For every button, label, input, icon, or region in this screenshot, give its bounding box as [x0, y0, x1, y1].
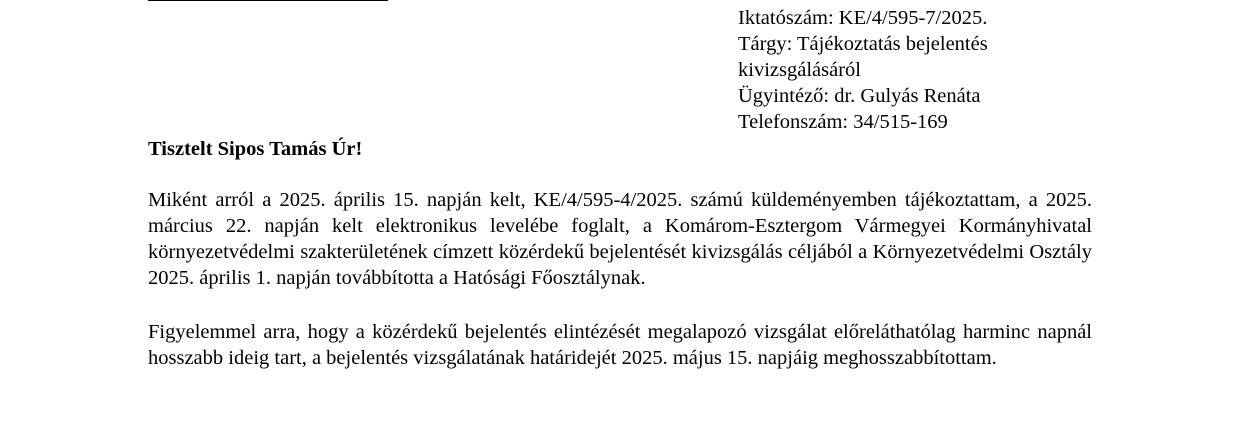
- case-officer: Ügyintéző: dr. Gulyás Renáta: [738, 85, 981, 107]
- body-paragraph-2: Figyelemmel arra, hogy a közérdekű bejelentés elintézését megalapozó vizsgálat előreláthatólag harminc napnál hosszabb ideig tart, a bejelentés vizsgálatának határidejét 2025. május 15. napjáig meghosszabbítottam.: [148, 321, 1092, 369]
- underline-rule: [148, 0, 388, 1]
- clipped-top-line: [148, 0, 388, 2]
- phone-number: Telefonszám: 34/515-169: [738, 111, 948, 133]
- reference-number: Iktatószám: KE/4/595-7/2025.: [738, 7, 988, 29]
- subject-line-2: kivizsgálásáról: [738, 59, 861, 81]
- body-paragraph-1: Miként arról a 2025. április 15. napján kelt, KE/4/595-4/2025. számú küldeményemben tájékoztattam, a 2025. március 22. napján kelt elektronikus levelébe foglalt, a Komárom-Esztergom Vármegyei Kormányhivatal környezetvédelmi szakterületének címzett közérdekű bejelentését kivizsgálás céljából a Környezetvédelmi Osztály 2025. április 1. napján továbbította a Hatósági Főosztálynak.: [148, 189, 1092, 289]
- subject-line-1: Tárgy: Tájékoztatás bejelentés: [738, 33, 988, 55]
- document-metadata: [738, 5, 1058, 135]
- salutation: Tisztelt Sipos Tamás Úr!: [148, 138, 363, 160]
